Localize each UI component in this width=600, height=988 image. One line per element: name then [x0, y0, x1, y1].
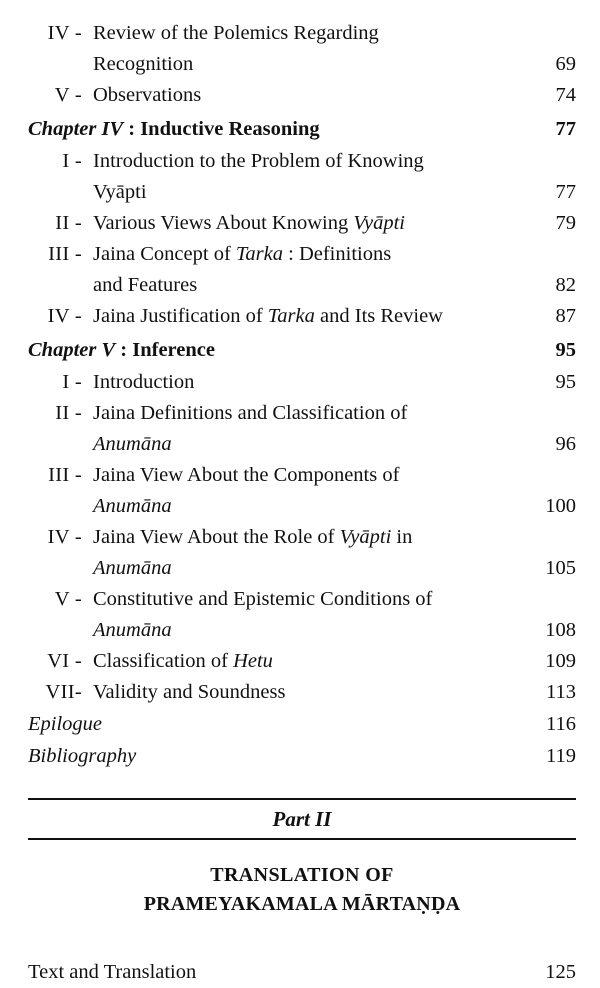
chapter-label: Chapter V — [28, 339, 116, 361]
toc-entry — [28, 18, 576, 49]
toc-entry-continuation — [28, 270, 576, 301]
entry-page: 95 — [555, 371, 576, 393]
entry-page: 109 — [545, 650, 576, 672]
toc-entry — [28, 957, 576, 988]
entry-title-term: Anumāna — [93, 619, 172, 641]
toc-entry — [28, 367, 576, 398]
entry-title-term: Tarka — [267, 305, 315, 327]
back-matter-entry — [28, 708, 576, 740]
entry-numeral: IV - — [47, 305, 82, 327]
toc-entry-continuation — [28, 177, 576, 208]
entry-numeral: VII- — [45, 681, 82, 703]
part-heading-line1: TRANSLATION OF — [210, 864, 394, 886]
entry-title-line2 — [82, 429, 504, 460]
toc-entry — [28, 522, 576, 553]
entry-title-line2 — [82, 491, 504, 522]
entry-title: Constitutive and Epistemic Conditions of — [93, 588, 433, 610]
entry-title-post: in — [391, 526, 413, 548]
toc-entry — [28, 677, 576, 708]
entry-title-pre: Jaina Justification of — [93, 305, 268, 327]
entry-numeral: I - — [62, 150, 82, 172]
entry-title: Introduction to the Problem of Knowing — [93, 150, 424, 172]
chapter-title: Inductive Reasoning — [140, 118, 320, 140]
chapter-title: Inference — [132, 339, 215, 361]
toc-entry — [28, 146, 576, 177]
entry-title — [82, 301, 504, 332]
entry-title-term: Anumāna — [93, 495, 172, 517]
entry-page: 108 — [545, 619, 576, 641]
entry-title-post: : Definitions — [283, 243, 392, 265]
entry-title — [82, 239, 504, 270]
entry-title: Jaina View About the Components of — [93, 464, 400, 486]
entry-numeral: IV - — [47, 22, 82, 44]
entry-title-post: and Its Review — [314, 305, 443, 327]
toc-entry-continuation — [28, 49, 576, 80]
entry-title-term: Tarka — [235, 243, 283, 265]
toc-entry — [28, 460, 576, 491]
entry-title-line2 — [82, 553, 504, 584]
toc-entry — [28, 646, 576, 677]
toc-entry-continuation — [28, 491, 576, 522]
entry-title-term: Hetu — [233, 650, 273, 672]
entry-title — [82, 646, 504, 677]
entry-numeral: IV - — [47, 526, 82, 548]
toc-entry — [28, 398, 576, 429]
entry-title-line2 — [82, 615, 504, 646]
entry-title-term: Vyāpti — [353, 212, 405, 234]
entry-page: 96 — [555, 433, 576, 455]
entry-title: Observations — [93, 84, 202, 106]
entry-page: 125 — [545, 961, 576, 983]
part-rule-bottom — [28, 838, 576, 840]
entry-page: 82 — [555, 274, 576, 296]
back-matter-page: 116 — [546, 713, 576, 735]
entry-title-pre: Various Views About Knowing — [93, 212, 354, 234]
chapter-page: 77 — [555, 118, 576, 140]
entry-numeral: I - — [62, 371, 82, 393]
entry-title-line2: and Features — [93, 274, 198, 296]
part-heading — [28, 861, 576, 919]
entry-title-pre: Jaina Concept of — [93, 243, 236, 265]
toc-entry-continuation — [28, 615, 576, 646]
chapter-separator: : — [123, 118, 141, 140]
back-matter-entry — [28, 740, 576, 772]
chapter-heading-4 — [28, 113, 576, 146]
toc-entry — [28, 208, 576, 239]
entry-title — [82, 522, 504, 553]
part-label: Part II — [272, 807, 332, 831]
entry-title-term: Anumāna — [93, 557, 172, 579]
entry-numeral: VI - — [47, 650, 82, 672]
entry-title-line2: Recognition — [93, 53, 194, 75]
entry-numeral: V - — [54, 588, 82, 610]
entry-page: 79 — [555, 212, 576, 234]
entry-title-pre: Jaina View About the Role of — [93, 526, 340, 548]
entry-page: 74 — [555, 84, 576, 106]
entry-title: Text and Translation — [28, 961, 197, 983]
entry-page: 105 — [545, 557, 576, 579]
entry-page: 100 — [545, 495, 576, 517]
chapter-page: 95 — [555, 339, 576, 361]
entry-title — [82, 208, 504, 239]
entry-page: 77 — [555, 181, 576, 203]
entry-title: Introduction — [93, 371, 195, 393]
toc-entry-continuation — [28, 429, 576, 460]
toc-entry — [28, 301, 576, 332]
part-heading-line2: PRAMEYAKAMALA MĀRTAṆḌA — [143, 893, 461, 915]
toc-entry — [28, 80, 576, 111]
entry-title-term: Anumāna — [93, 433, 172, 455]
back-matter-title: Epilogue — [28, 713, 103, 735]
entry-numeral: III - — [48, 464, 82, 486]
entry-title-pre: Classification of — [93, 650, 234, 672]
entry-page: 113 — [546, 681, 576, 703]
part-two-block — [28, 798, 576, 988]
entry-numeral: II - — [55, 402, 82, 424]
entry-page: 87 — [555, 305, 576, 327]
toc-entry — [28, 239, 576, 270]
chapter-heading-5 — [28, 334, 576, 367]
entry-title-line2: Vyāpti — [93, 181, 147, 203]
entry-numeral: V - — [54, 84, 82, 106]
back-matter-title: Bibliography — [28, 745, 137, 767]
toc-entry — [28, 584, 576, 615]
entry-title: Validity and Soundness — [93, 681, 286, 703]
entry-page: 69 — [555, 53, 576, 75]
toc-entry-continuation — [28, 553, 576, 584]
chapter-heading-text — [28, 334, 504, 367]
entry-numeral: III - — [48, 243, 82, 265]
chapter-separator: : — [115, 339, 133, 361]
chapter-label: Chapter IV — [28, 118, 124, 140]
back-matter-page: 119 — [546, 745, 576, 767]
entry-title-term: Vyāpti — [339, 526, 392, 548]
entry-title: Jaina Definitions and Classification of — [93, 402, 408, 424]
entry-title: Review of the Polemics Regarding — [93, 22, 379, 44]
chapter-heading-text — [28, 113, 504, 146]
entry-numeral: II - — [55, 212, 82, 234]
